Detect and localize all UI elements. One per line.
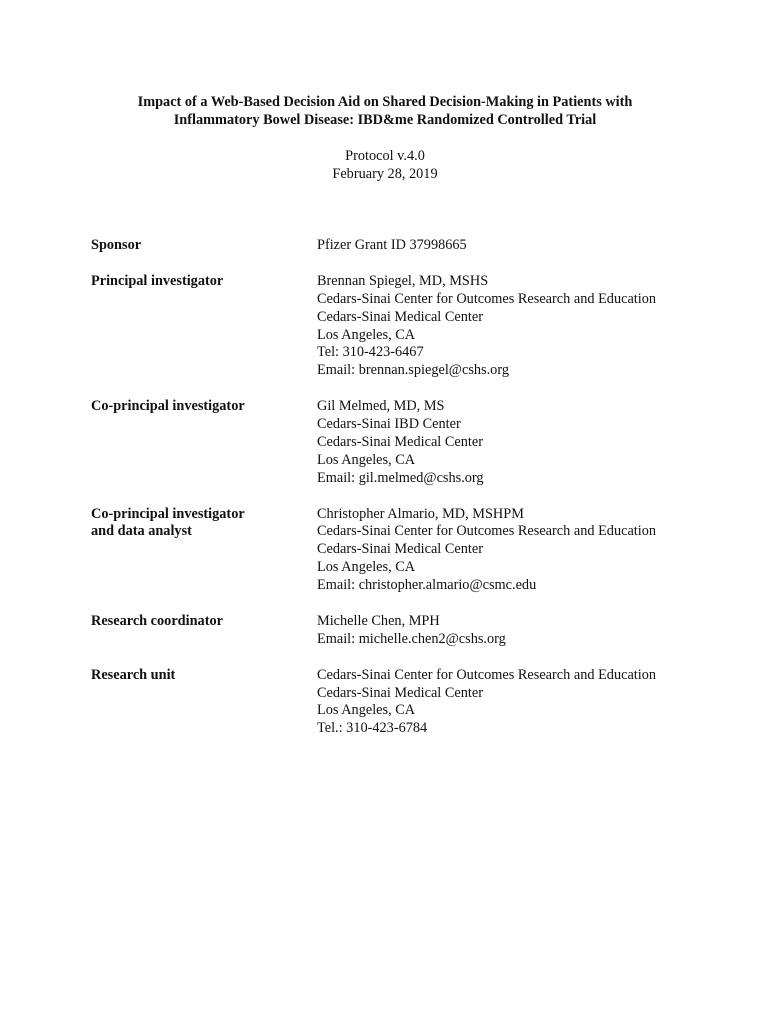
role-value [317,398,731,488]
role-value-line: Cedars-Sinai Center for Outcomes Research and Education [317,290,657,307]
role-value-line: Cedars-Sinai Medical Center [317,308,483,325]
role-value-line: Cedars-Sinai Center for Outcomes Research and Education [317,666,657,683]
role-row-principal-investigator [91,273,731,380]
role-label-line: Research coordinator [91,612,223,629]
role-value-line: Cedars-Sinai IBD Center [317,416,461,433]
email-address: Email: michelle.chen2@cshs.org [317,630,506,647]
email-address: Email: christopher.almario@csmc.edu [317,577,537,594]
role-value-line: Cedars-Sinai Center for Outcomes Research and Education [317,523,657,540]
role-label [91,506,317,596]
role-label-line: Co-principal investigator [91,505,245,522]
role-row-research-coordinator [91,613,731,649]
roles-table [91,237,731,738]
role-value-line: Tel: 310-423-6467 [317,344,424,361]
role-row-research-unit [91,667,731,739]
role-value-line: Michelle Chen, MPH [317,612,440,629]
email-address: Email: gil.melmed@cshs.org [317,469,484,486]
role-value-line: Los Angeles, CA [317,559,416,576]
role-value-line: Tel.: 310-423-6784 [317,720,428,737]
role-label [91,237,317,255]
role-value-line: Cedars-Sinai Medical Center [317,541,483,558]
role-value [317,237,731,255]
role-value-line: Cedars-Sinai Medical Center [317,433,483,450]
role-value-line: Pfizer Grant ID 37998665 [317,237,467,253]
role-value-line: Los Angeles, CA [317,451,416,468]
role-label-line: Sponsor [91,237,142,253]
role-value-line: Cedars-Sinai Medical Center [317,684,483,701]
role-value [317,506,731,596]
role-row-sponsor [91,237,731,255]
title-line: Inflammatory Bowel Disease: IBD&me Randomized Controlled Trial [173,112,597,128]
protocol-info [0,147,770,183]
document-title [0,93,770,129]
role-label [91,273,317,380]
role-value [317,273,731,380]
role-label-line: and data analyst [91,523,192,540]
role-value [317,667,731,739]
protocol-date: February 28, 2019 [332,166,438,182]
role-row-co-pi-data-analyst [91,506,731,596]
role-label-line: Research unit [91,666,176,683]
role-value-line: Brennan Spiegel, MD, MSHS [317,272,489,289]
role-value-line: Los Angeles, CA [317,702,416,719]
role-value-line: Christopher Almario, MD, MSHPM [317,505,524,522]
title-line: Impact of a Web-Based Decision Aid on Shared Decision-Making in Patients with [137,94,633,110]
protocol-version: Protocol v.4.0 [345,148,425,164]
role-label [91,398,317,488]
role-value-line: Los Angeles, CA [317,326,416,343]
role-value [317,613,731,649]
role-label [91,613,317,649]
role-row-co-principal-investigator [91,398,731,488]
role-value-line: Gil Melmed, MD, MS [317,398,445,415]
email-address: Email: brennan.spiegel@cshs.org [317,362,509,379]
role-label-line: Co-principal investigator [91,398,245,415]
role-label [91,667,317,739]
role-label-line: Principal investigator [91,272,224,289]
